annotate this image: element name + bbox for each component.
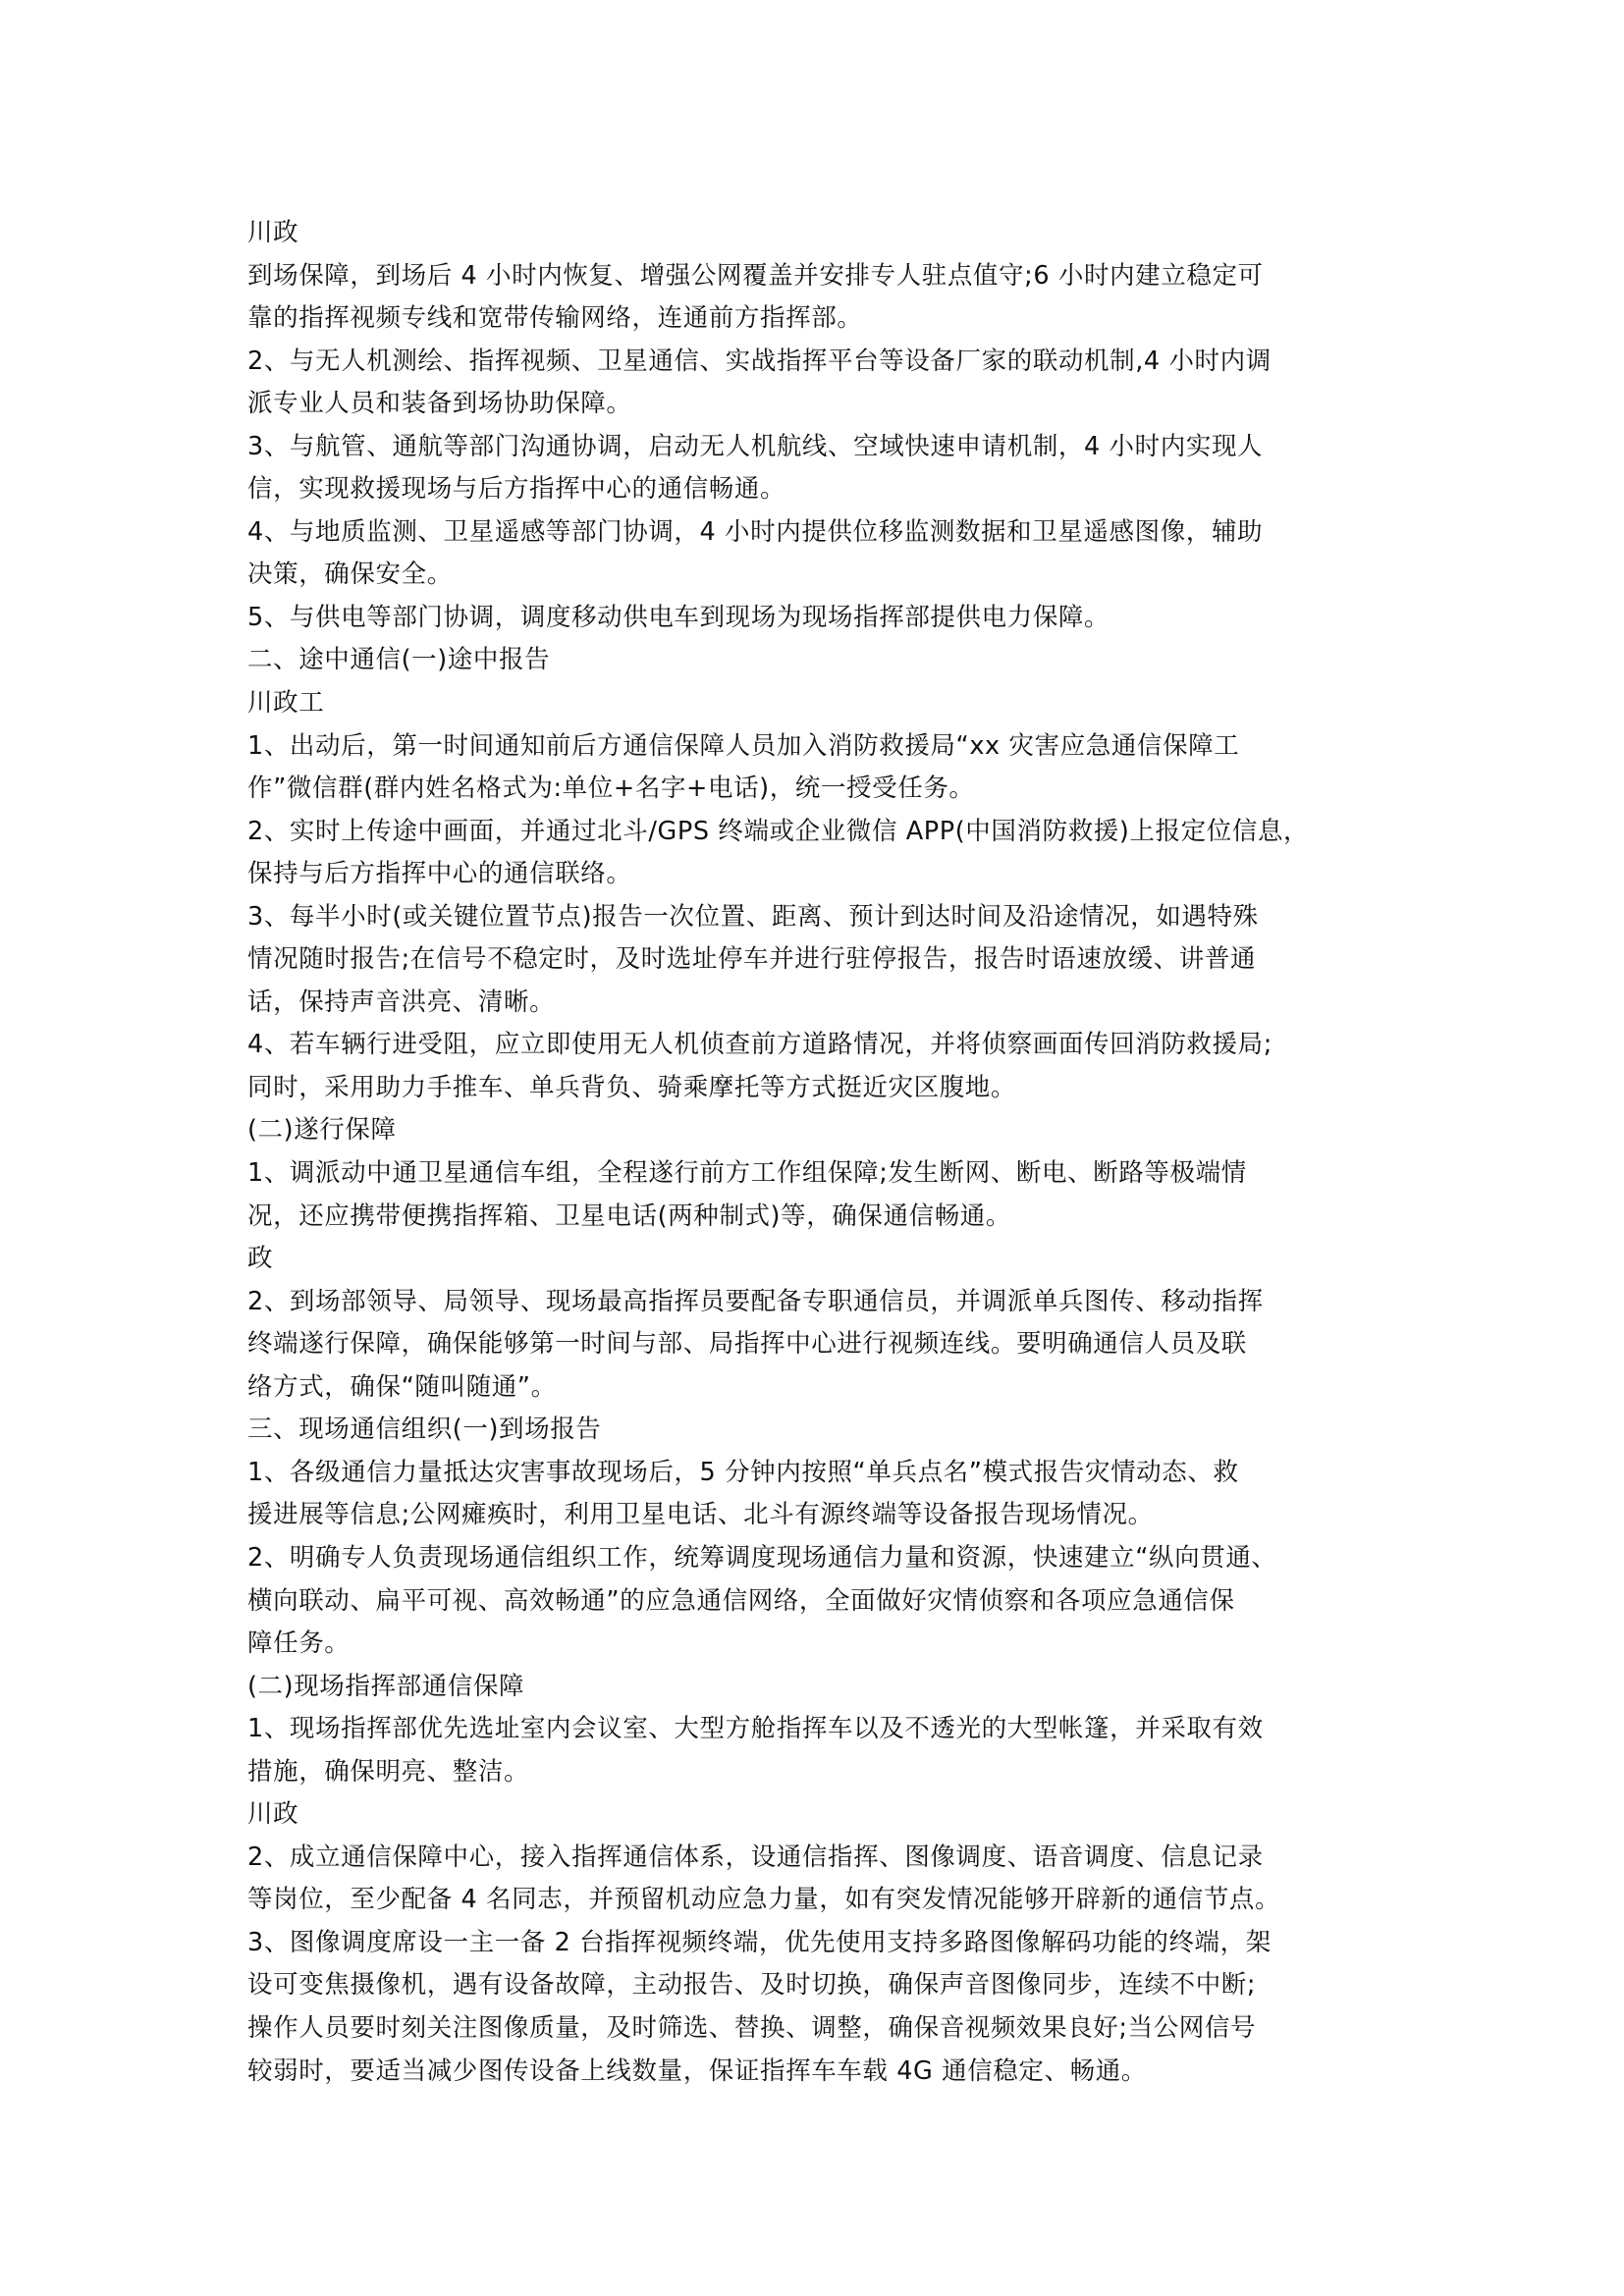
- text-line: 障任务。: [247, 1629, 351, 1659]
- text-line: 决策，确保安全。: [247, 560, 453, 590]
- document-body: [247, 212, 1386, 2093]
- text-line: 设可变焦摄像机，遇有设备故障，主动报告、及时切换，确保声音图像同步，连续不中断;: [247, 1970, 1257, 2001]
- text-line: 3、与航管、通航等部门沟通协调，启动无人机航线、空域快速申请机制，4 小时内实现人: [247, 431, 1264, 461]
- text-line: 2、成立通信保障中心，接入指挥通信体系，设通信指挥、图像调度、语音调度、信息记录: [247, 1842, 1264, 1872]
- section-heading: 三、现场通信组织(一)到场报告: [247, 1415, 602, 1445]
- text-line: 2、实时上传途中画面，并通过北斗/GPS 终端或企业微信 APP(中国消防救援)上报定位信息，: [247, 816, 1310, 846]
- text-line: 信，实现救援现场与后方指挥中心的通信畅通。: [247, 474, 786, 505]
- text-line: 作”微信群(群内姓名格式为:单位+名字+电话)，统一授受任务。: [247, 774, 975, 804]
- text-line: 话，保持声音洪亮、清晰。: [247, 987, 556, 1017]
- text-line: 操作人员要时刻关注图像质量，及时筛选、替换、调整，确保音视频效果良好;当公网信号: [247, 2012, 1257, 2043]
- text-line: 靠的指挥视频专线和宽带传输网络，连通前方指挥部。: [247, 303, 863, 334]
- text-line: 2、明确专人负责现场通信组织工作，统筹调度现场通信力量和资源，快速建立“纵向贯通、: [247, 1542, 1277, 1573]
- text-line: 4、与地质监测、卫星遥感等部门协调，4 小时内提供位移监测数据和卫星遥感图像，辅助: [247, 516, 1264, 547]
- text-line: 络方式，确保“随叫随通”。: [247, 1371, 557, 1402]
- text-line: 1、各级通信力量抵达灾害事故现场后，5 分钟内按照“单兵点名”模式报告灾情动态、救: [247, 1457, 1239, 1487]
- text-line: 川政工: [247, 688, 325, 719]
- text-line: 较弱时，要适当减少图传设备上线数量，保证指挥车车载 4G 通信稳定、畅通。: [247, 2056, 1147, 2086]
- subsection-heading: (二)遂行保障: [247, 1115, 397, 1146]
- text-line: 4、若车辆行进受阻，应立即使用无人机侦查前方道路情况，并将侦察画面传回消防救援局;: [247, 1030, 1272, 1060]
- text-line: 保持与后方指挥中心的通信联络。: [247, 859, 632, 889]
- text-line: 派专业人员和装备到场协助保障。: [247, 389, 632, 419]
- text-line: 措施，确保明亮、整洁。: [247, 1756, 530, 1787]
- text-line: 3、图像调度席设一主一备 2 台指挥视频终端，优先使用支持多路图像解码功能的终端，架: [247, 1927, 1272, 1957]
- text-line: 援进展等信息;公网瘫痪时，利用卫星电话、北斗有源终端等设备报告现场情况。: [247, 1500, 1154, 1530]
- text-line: 2、到场部领导、局领导、现场最高指挥员要配备专职通信员，并调派单兵图传、移动指挥: [247, 1286, 1264, 1316]
- text-line: 2、与无人机测绘、指挥视频、卫星通信、实战指挥平台等设备厂家的联动机制,4 小时内调: [247, 346, 1272, 376]
- text-line: 政: [247, 1244, 274, 1274]
- text-line: 同时，采用助力手推车、单兵背负、骑乘摩托等方式挺近灾区腹地。: [247, 1072, 1017, 1102]
- text-line: 川政: [247, 1799, 299, 1830]
- text-line: 1、现场指挥部优先选址室内会议室、大型方舱指挥车以及不透光的大型帐篷，并采取有效: [247, 1714, 1264, 1744]
- text-line: 5、与供电等部门协调，调度移动供电车到现场为现场指挥部提供电力保障。: [247, 602, 1110, 632]
- section-heading: 二、途中通信(一)途中报告: [247, 645, 551, 675]
- text-line: 况，还应携带便携指挥箱、卫星电话(两种制式)等，确保通信畅通。: [247, 1201, 1011, 1231]
- text-line: 川政: [247, 218, 299, 247]
- subsection-heading: (二)现场指挥部通信保障: [247, 1671, 525, 1701]
- text-line: 情况随时报告;在信号不稳定时，及时选址停车并进行驻停报告，报告时语速放缓、讲普通: [247, 944, 1257, 975]
- text-line: 终端遂行保障，确保能够第一时间与部、局指挥中心进行视频连线。要明确通信人员及联: [247, 1329, 1247, 1360]
- text-line: 1、出动后，第一时间通知前后方通信保障人员加入消防救援局“xx 灾害应急通信保障工: [247, 730, 1240, 761]
- text-line: 横向联动、扁平可视、高效畅通”的应急通信网络，全面做好灾情侦察和各项应急通信保: [247, 1585, 1235, 1616]
- text-line: 3、每半小时(或关键位置节点)报告一次位置、距离、预计到达时间及沿途情况，如遇特殊: [247, 901, 1259, 932]
- text-line: 等岗位，至少配备 4 名同志，并预留机动应急力量，如有突发情况能够开辟新的通信节点。: [247, 1885, 1281, 1915]
- text-line: 1、调派动中通卫星通信车组，全程遂行前方工作组保障;发生断网、断电、断路等极端情: [247, 1158, 1247, 1189]
- text-line: 到场保障，到场后 4 小时内恢复、增强公网覆盖并安排专人驻点值守;6 小时内建立稳定可: [247, 260, 1264, 291]
